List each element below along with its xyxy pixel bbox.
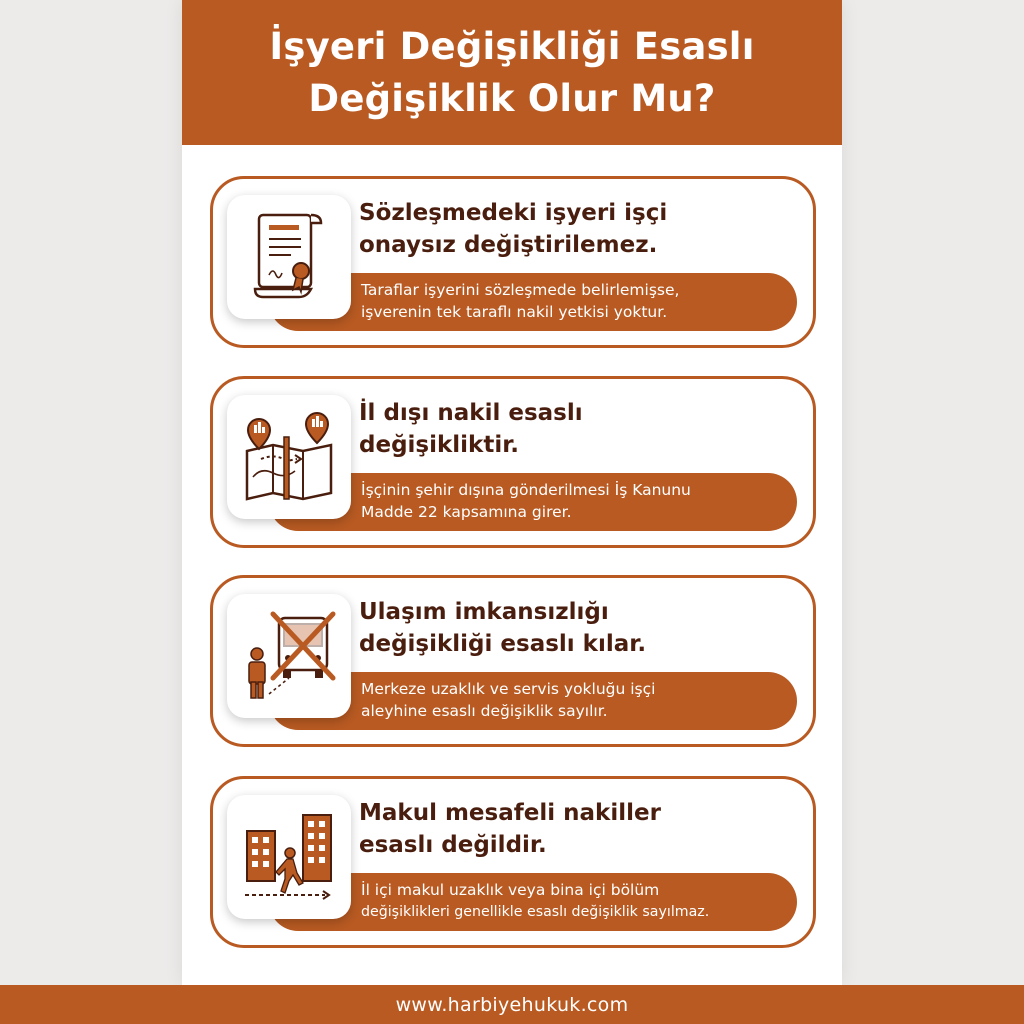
description-line-2: değişiklikleri genellikle esaslı değişiklik sayılmaz. bbox=[361, 904, 710, 920]
card-title bbox=[359, 596, 809, 660]
description-line-1: Merkeze uzaklık ve servis yokluğu işçi bbox=[361, 680, 656, 698]
title-line-2: Değişiklik Olur Mu? bbox=[308, 76, 716, 120]
card-title-line-2: değişikliği esaslı kılar. bbox=[359, 631, 647, 657]
card-title-line-2: esaslı değildir. bbox=[359, 832, 547, 858]
description-line-1: Taraflar işyerini sözleşmede belirlemişse, bbox=[361, 281, 680, 299]
page-title bbox=[269, 21, 754, 125]
description-line-1: İl içi makul uzaklık veya bina içi bölüm bbox=[361, 881, 660, 899]
description-line-1: İşçinin şehir dışına gönderilmesi İş Kanunu bbox=[361, 481, 691, 499]
info-card-2 bbox=[210, 376, 816, 548]
website-link[interactable]: www.harbiyehukuk.com bbox=[395, 993, 629, 1016]
card-title bbox=[359, 397, 809, 461]
footer-banner bbox=[0, 985, 1024, 1024]
card-title-line-2: değişikliktir. bbox=[359, 432, 520, 458]
infographic-poster bbox=[182, 0, 842, 985]
info-card-1 bbox=[210, 176, 816, 348]
description-line-2: Madde 22 kapsamına girer. bbox=[361, 503, 572, 521]
card-title-line-1: İl dışı nakil esaslı bbox=[359, 400, 583, 426]
map-relocation-icon bbox=[227, 395, 351, 519]
card-title bbox=[359, 797, 809, 861]
card-title-line-1: Makul mesafeli nakiller bbox=[359, 800, 661, 826]
card-title-line-1: Sözleşmedeki işyeri işçi bbox=[359, 200, 668, 226]
description-line-2: işverenin tek taraflı nakil yetkisi yoktur. bbox=[361, 303, 668, 321]
info-card-4 bbox=[210, 776, 816, 948]
no-bus-transport-icon bbox=[227, 594, 351, 718]
contract-document-icon bbox=[227, 195, 351, 319]
header-banner bbox=[182, 0, 842, 145]
buildings-walking-person-icon bbox=[227, 795, 351, 919]
card-title-line-2: onaysız değiştirilemez. bbox=[359, 232, 658, 258]
description-line-2: aleyhine esaslı değişiklik sayılır. bbox=[361, 702, 608, 720]
info-card-3 bbox=[210, 575, 816, 747]
title-line-1: İşyeri Değişikliği Esaslı bbox=[269, 24, 755, 68]
card-title bbox=[359, 197, 809, 261]
card-title-line-1: Ulaşım imkansızlığı bbox=[359, 599, 609, 625]
